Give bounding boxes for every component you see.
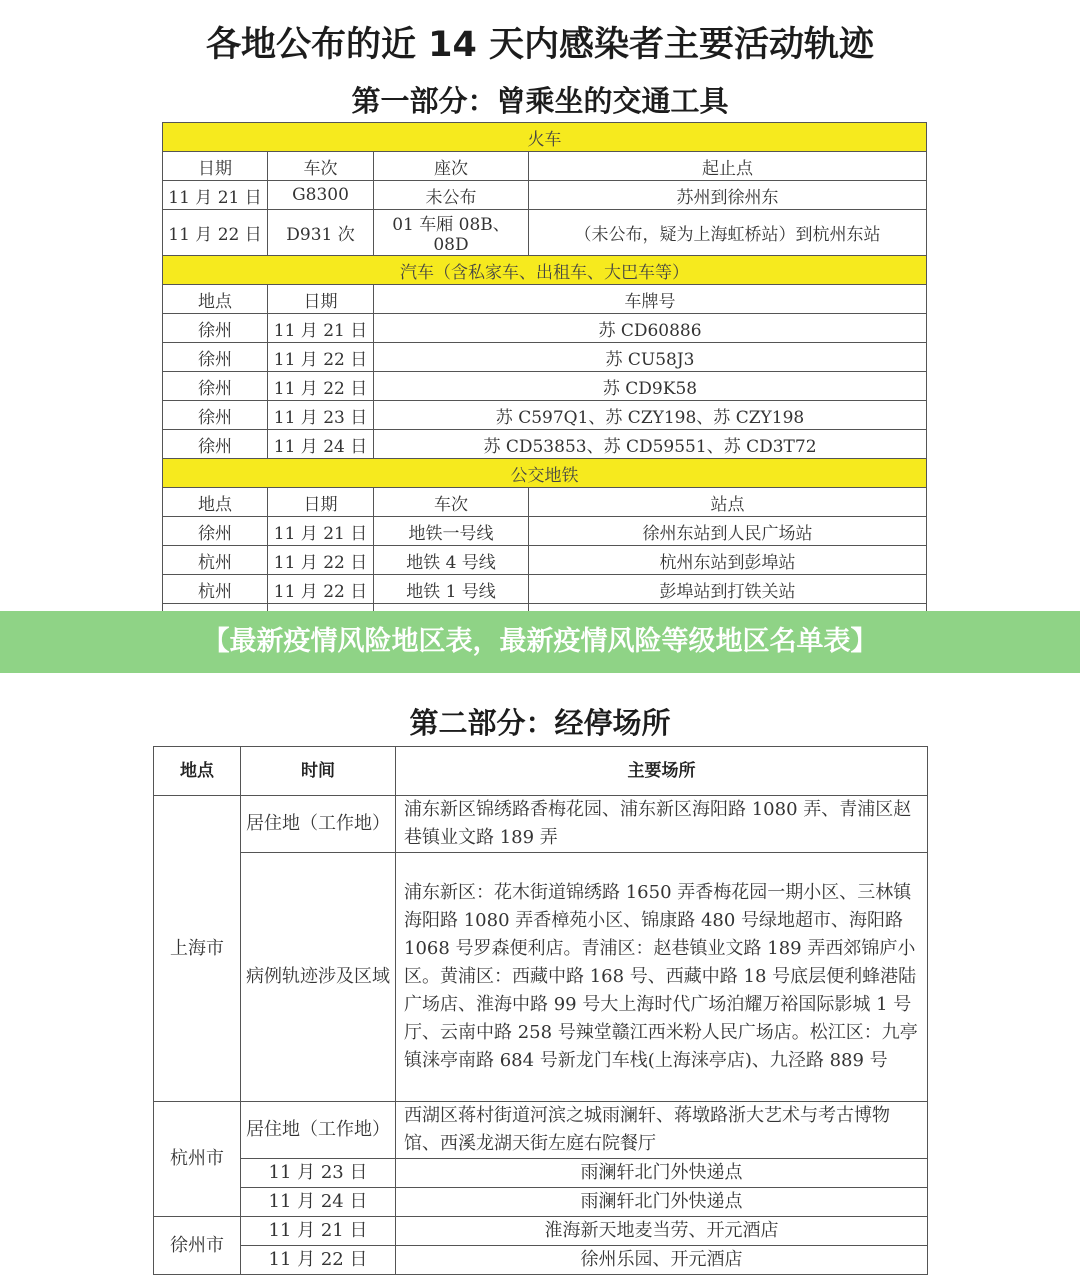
- venues-table: [153, 746, 928, 1275]
- places-cell: 淮海新天地麦当劳、开元酒店: [396, 1217, 928, 1246]
- time-cell: 11 月 24 日: [241, 1188, 396, 1217]
- places-cell: 浦东新区：花木街道锦绣路 1650 弄香梅花园一期小区、三林镇海阳路 1080 弄香樟苑小区、锦康路 480 号绿地超市、海阳路 1068 号罗森便利店。青浦区：赵巷镇业文路 189 弄西郊锦庐小区。黄浦区：西藏中路 168 号、西藏中路 18 号底层便利蜂港陆广场店、淮海中路 99 号大上海时代广场泊耀万裕国际影城 1 号厅、云南中路 258 号辣堂赣江西米粉人民广场店。松江区：九亭镇涞亭南路 684 号新龙门车栈(上海涞亭店)、九泾路 889 号: [396, 853, 928, 1102]
- table-cell: 苏州到徐州东: [529, 181, 927, 210]
- table-row: [154, 1246, 928, 1275]
- table-row: [154, 1217, 928, 1246]
- time-cell: 居住地（工作地）: [241, 796, 396, 853]
- table-row: [163, 575, 927, 604]
- table-header-row: [154, 747, 928, 796]
- header-cell: 主要场所: [396, 747, 928, 796]
- header-cell: 车次: [268, 152, 374, 181]
- table-cell: 11 月 21 日: [268, 314, 374, 343]
- table-cell: 地铁 4 号线: [374, 546, 529, 575]
- header-cell: 日期: [163, 152, 268, 181]
- header-cell: 时间: [241, 747, 396, 796]
- car-band: 汽车（含私家车、出租车、大巴车等）: [163, 256, 927, 285]
- table-cell: 11 月 22 日: [268, 372, 374, 401]
- places-cell: 浦东新区锦绣路香梅花园、浦东新区海阳路 1080 弄、青浦区赵巷镇业文路 189 弄: [396, 796, 928, 853]
- table-cell: 11 月 21 日: [163, 181, 268, 210]
- table-cell: 苏 CD60886: [374, 314, 927, 343]
- table-cell: 11 月 22 日: [268, 343, 374, 372]
- table-cell: 11 月 21 日: [268, 517, 374, 546]
- table-cell: 杭州东站到彭埠站: [529, 546, 927, 575]
- table-cell: 地铁一号线: [374, 517, 529, 546]
- city-cell: 上海市: [154, 796, 241, 1102]
- table-cell: 徐州: [163, 517, 268, 546]
- main-title: 各地公布的近 14 天内感染者主要活动轨迹: [205, 25, 875, 65]
- time-cell: 居住地（工作地）: [241, 1102, 396, 1159]
- part2-heading: 第二部分：经停场所: [409, 706, 671, 740]
- table-row: [154, 1102, 928, 1159]
- transport-table: [162, 122, 927, 633]
- places-cell: 徐州乐园、开元酒店: [396, 1246, 928, 1275]
- table-row: [163, 181, 927, 210]
- header-cell: 车牌号: [374, 285, 927, 314]
- header-cell: 起止点: [529, 152, 927, 181]
- table-header-row: [163, 152, 927, 181]
- metro-band: 公交地铁: [163, 459, 927, 488]
- table-row: [154, 796, 928, 853]
- caption-banner: 【最新疫情风险地区表，最新疫情风险等级地区名单表】: [0, 611, 1080, 673]
- places-cell: 雨澜轩北门外快递点: [396, 1159, 928, 1188]
- header-cell: 地点: [163, 488, 268, 517]
- table-cell: 未公布: [374, 181, 529, 210]
- table-row: [154, 853, 928, 1102]
- table-row: [163, 546, 927, 575]
- table-cell: 徐州: [163, 430, 268, 459]
- table-cell: 苏 CD53853、苏 CD59551、苏 CD3T72: [374, 430, 927, 459]
- table-cell: 徐州: [163, 314, 268, 343]
- train-band: 火车: [163, 123, 927, 152]
- table-cell: 杭州: [163, 575, 268, 604]
- city-cell: 杭州市: [154, 1102, 241, 1217]
- table-cell: 11 月 23 日: [268, 401, 374, 430]
- table-cell: 苏 CU58J3: [374, 343, 927, 372]
- city-cell: 徐州市: [154, 1217, 241, 1275]
- table-cell: 11 月 22 日: [268, 546, 374, 575]
- table-row: [163, 372, 927, 401]
- table-cell: 11 月 22 日: [163, 210, 268, 256]
- header-cell: 地点: [163, 285, 268, 314]
- table-cell: 苏 C597Q1、苏 CZY198、苏 CZY198: [374, 401, 927, 430]
- header-cell: 日期: [268, 488, 374, 517]
- table-header-row: [163, 285, 927, 314]
- header-cell: 车次: [374, 488, 529, 517]
- table-row: [163, 401, 927, 430]
- header-cell: 座次: [374, 152, 529, 181]
- table-cell: 11 月 24 日: [268, 430, 374, 459]
- table-cell: G8300: [268, 181, 374, 210]
- header-cell: 站点: [529, 488, 927, 517]
- time-cell: 11 月 23 日: [241, 1159, 396, 1188]
- table-cell: 11 月 22 日: [268, 575, 374, 604]
- time-cell: 11 月 21 日: [241, 1217, 396, 1246]
- time-cell: 病例轨迹涉及区域: [241, 853, 396, 1102]
- time-cell: 11 月 22 日: [241, 1246, 396, 1275]
- table-row: [163, 314, 927, 343]
- table-cell: 01 车厢 08B、08D: [374, 210, 529, 256]
- table-cell: 杭州: [163, 546, 268, 575]
- places-cell: 雨澜轩北门外快递点: [396, 1188, 928, 1217]
- table-row: [154, 1159, 928, 1188]
- header-cell: 日期: [268, 285, 374, 314]
- places-cell: 西湖区蒋村街道河滨之城雨澜轩、蒋墩路浙大艺术与考古博物馆、西溪龙湖天街左庭右院餐厅: [396, 1102, 928, 1159]
- table-cell: 苏 CD9K58: [374, 372, 927, 401]
- table-cell: 彭埠站到打铁关站: [529, 575, 927, 604]
- table-cell: 地铁 1 号线: [374, 575, 529, 604]
- table-cell: 徐州: [163, 343, 268, 372]
- table-row: [154, 1188, 928, 1217]
- table-cell: （未公布，疑为上海虹桥站）到杭州东站: [529, 210, 927, 256]
- table-cell: D931 次: [268, 210, 374, 256]
- table-cell: 徐州: [163, 372, 268, 401]
- table-row: [163, 210, 927, 256]
- table-cell: 徐州东站到人民广场站: [529, 517, 927, 546]
- table-cell: 徐州: [163, 401, 268, 430]
- table-header-row: [163, 488, 927, 517]
- part1-heading: 第一部分：曾乘坐的交通工具: [351, 84, 729, 118]
- header-cell: 地点: [154, 747, 241, 796]
- table-row: [163, 517, 927, 546]
- table-row: [163, 430, 927, 459]
- table-row: [163, 343, 927, 372]
